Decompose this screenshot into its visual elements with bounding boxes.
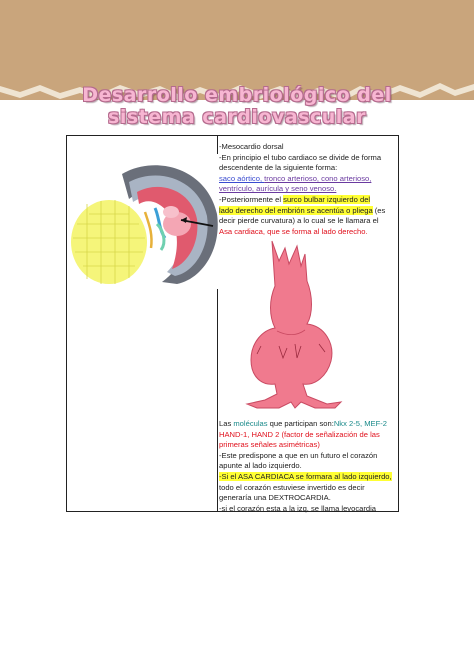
- title-line-2: sistema cardiovascular: [108, 106, 366, 128]
- text-line: [219, 472, 399, 483]
- text-span: que participan son:: [267, 419, 334, 428]
- text-span: -Posteriormente el: [219, 194, 284, 204]
- structure-link: ventrículo, aurícula y seno venoso.: [219, 184, 337, 194]
- content-table: [66, 135, 399, 512]
- text-line: [219, 206, 399, 217]
- title-line-1: Desarrollo embriológico del: [82, 84, 392, 106]
- embryo-illustration: [67, 154, 219, 289]
- text-line: HAND-1, HAND 2 (factor de señalización de las: [219, 429, 380, 439]
- text-line: [219, 195, 399, 206]
- text-line: descendente de la siguiente forma:: [219, 163, 338, 173]
- text-line: -Mesocardio dorsal: [219, 142, 284, 151]
- text-line: generaría una DEXTROCARDIA.: [219, 493, 331, 503]
- text-line: Asa cardiaca, que se forma al lado derecho.: [219, 226, 368, 236]
- structure-link: saco aórtico,: [219, 173, 265, 183]
- highlighted-text: lado derecho del embrión se acentúa o pliega: [219, 205, 373, 215]
- text-span: Las: [219, 419, 234, 428]
- molecules-text: [219, 419, 399, 514]
- text-line: primeras señales asimétricas): [219, 440, 320, 450]
- text-span: (es: [372, 205, 386, 215]
- text-line: -si el corazón esta a la izq. se llama levocardia: [219, 503, 377, 513]
- structure-link: tronco arterioso, cono arterioso,: [264, 173, 372, 183]
- description-text: [219, 142, 399, 237]
- heart-tube-illustration: [217, 236, 367, 411]
- highlighted-text: surco bulbar izquierdo del: [283, 194, 371, 204]
- text-line: -Este predispone a que en un futuro el corazón: [219, 450, 378, 460]
- text-line: decir pierde curvatura) a lo cual se le llamara el: [219, 216, 379, 226]
- text-line: apunte al lado izquierdo.: [219, 461, 302, 471]
- text-line: [219, 184, 399, 195]
- gene-list: Nkx 2-5, MEF-2: [333, 419, 387, 428]
- text-line: todo el corazón estuviese invertido es decir: [219, 482, 365, 492]
- text-line: -En principio el tubo cardiaco se divide de forma: [219, 152, 382, 162]
- text-line: [219, 419, 399, 430]
- page-title: [0, 84, 474, 128]
- text-line: [219, 174, 399, 185]
- molecules-word: moléculas: [233, 419, 268, 428]
- highlighted-text: -Si el ASA CARDIACA se formara al lado izquierdo,: [219, 471, 392, 481]
